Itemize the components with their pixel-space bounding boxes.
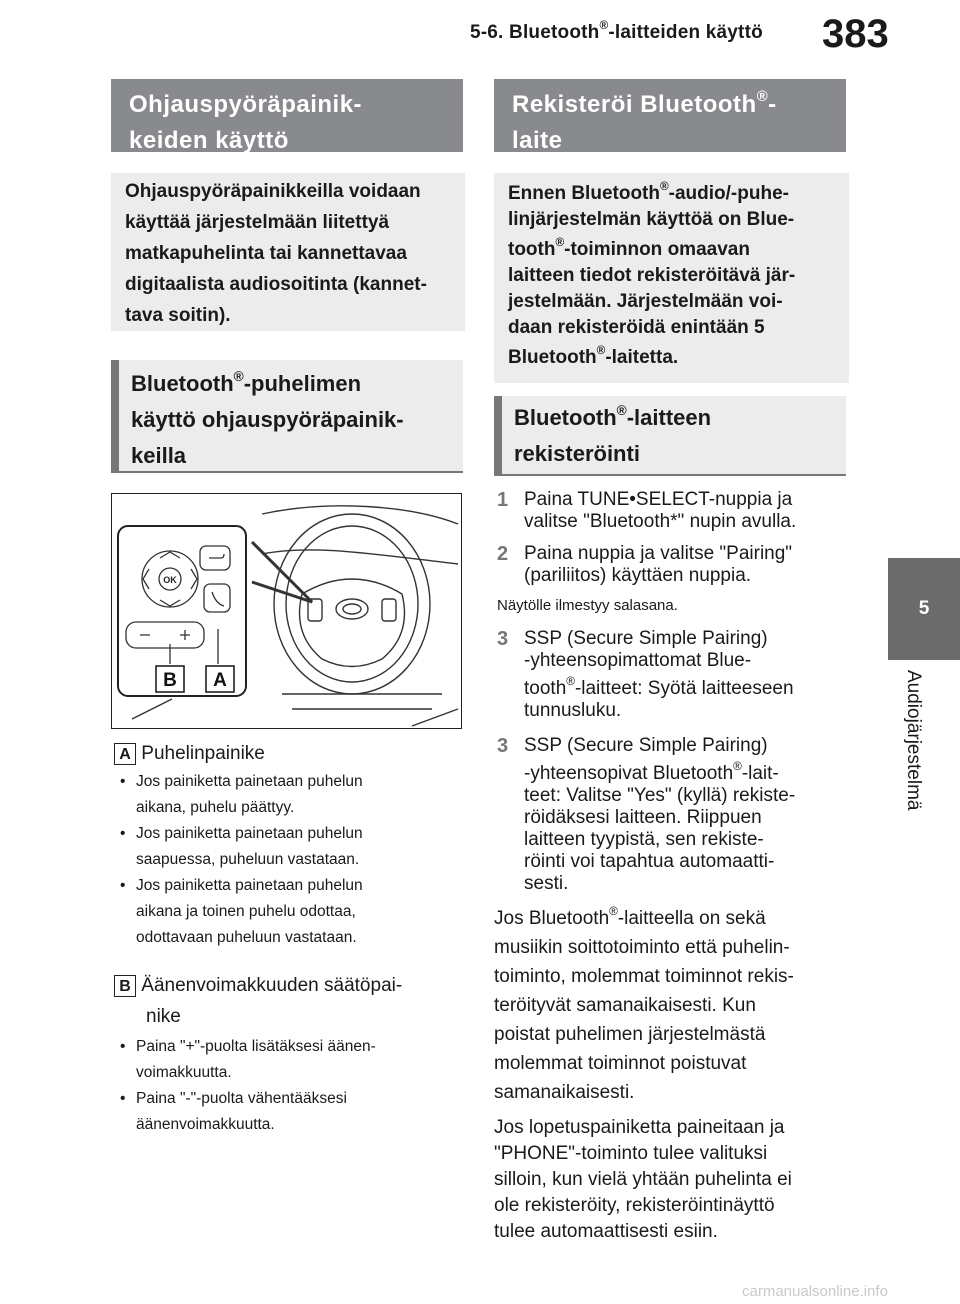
step-1: 1 Paina TUNE•SELECT-nuppia ja valitse "Bluetooth*" nupin avulla. <box>497 489 797 532</box>
watermark: carmanualsonline.info <box>742 1283 888 1300</box>
steering-wheel-figure <box>111 493 462 729</box>
label-b-box: B <box>114 975 136 997</box>
intro-box-left: Ohjauspyöräpainikkeilla voidaan käyttää järjestelmään liitettyä matkapuhelinta tai kannettavaa digitaalista audiosoitinta (kannet- tava soitin). <box>111 173 465 331</box>
legend-a-bullet-3: • Jos painiketta painetaan puhelun aikana ja toinen puhelu odottaa, odottavaan puheluun vastataan. <box>118 873 464 951</box>
step-2: 2 Paina nuppia ja valitse "Pairing" (pariliitos) käyttäen nuppia. <box>497 543 793 586</box>
legend-b-bullet-2: • Paina "-"-puolta vähentääksesi äänenvoimakkuutta. <box>118 1086 464 1138</box>
figure-label-a: A <box>213 670 227 691</box>
label-a-box: A <box>114 743 136 765</box>
legend-b-title-2: nike <box>146 1006 181 1027</box>
steering-wheel-illustration <box>112 494 460 727</box>
step-3a: 3 SSP (Secure Simple Pairing) -yhteensopimattomat Blue- tooth®-laitteet: Syötä laitteeseen tunnusluku. <box>497 628 794 721</box>
legend-a-bullet-1: • Jos painiketta painetaan puhelun aikana, puhelu päättyy. <box>118 769 464 821</box>
legend-a-bullet-2: • Jos painiketta painetaan puhelun saapuessa, puheluun vastataan. <box>118 821 464 873</box>
section-title: 5-6. Bluetooth®-laitteiden käyttö <box>470 18 763 43</box>
ok-button-label: OK <box>163 575 177 585</box>
section-heading-right: Rekisteröi Bluetooth®- laite <box>494 79 846 152</box>
subheading-phone: Bluetooth®-puhelimen käyttö ohjauspyöräpainik- keilla <box>111 360 463 473</box>
figure-label-b: B <box>163 670 177 691</box>
page-number: 383 <box>822 12 889 56</box>
subheading-register: Bluetooth®-laitteen rekisteröinti <box>494 396 846 476</box>
legend-a <box>114 743 464 951</box>
paragraph-2: Jos lopetuspainiketta paineitaan ja "PHONE"-toiminto tulee valituksi silloin, kun vielä yhtään puhelinta ei ole rekisteröity, rekisteröintinäyttö tulee automaattisesti esiin. <box>494 1117 792 1242</box>
legend-b-title-1: Äänenvoimakkuuden säätöpai- <box>141 975 403 996</box>
intro-box-right: Ennen Bluetooth®-audio/-puhe- linjärjestelmän käyttöä on Blue- tooth®-toiminnon omaavan laitteen tiedot rekisteröitävä jär- jestelmään. Järjestelmään voi- daan rekisteröidä enintään 5 Bluetooth®-laitetta. <box>494 173 849 383</box>
paragraph-1: Jos Bluetooth®-laitteella on sekä musiikin soittotoiminto että puhelin- toiminto, molemmat toiminnot rekis- teröityvät samanaikaisesti. Kun poistat puhelimen järjestelmästä molemmat toiminnot poistuvat samanaikaisesti. <box>494 904 794 1103</box>
step-note: Näytölle ilmestyy salasana. <box>497 597 678 614</box>
legend-b-bullet-1: • Paina "+"-puolta lisätäksesi äänen- voimakkuutta. <box>118 1034 464 1086</box>
step-3b: 3 SSP (Secure Simple Pairing) -yhteensopivat Bluetooth®-lait- teet: Valitse "Yes" (kyllä) rekiste- röidäksesi laitteen. Riippuen laitteen tyypistä, sen rekiste- röinti voi tapahtua automaatti- sesti. <box>497 735 796 894</box>
section-heading-left: Ohjauspyöräpainik- keiden käyttö <box>111 79 463 152</box>
chapter-label: Audiojärjestelmä <box>903 670 924 811</box>
chapter-tab: 5 <box>888 558 960 660</box>
legend-b <box>114 970 464 1138</box>
legend-a-title: Puhelinpainike <box>141 743 265 764</box>
